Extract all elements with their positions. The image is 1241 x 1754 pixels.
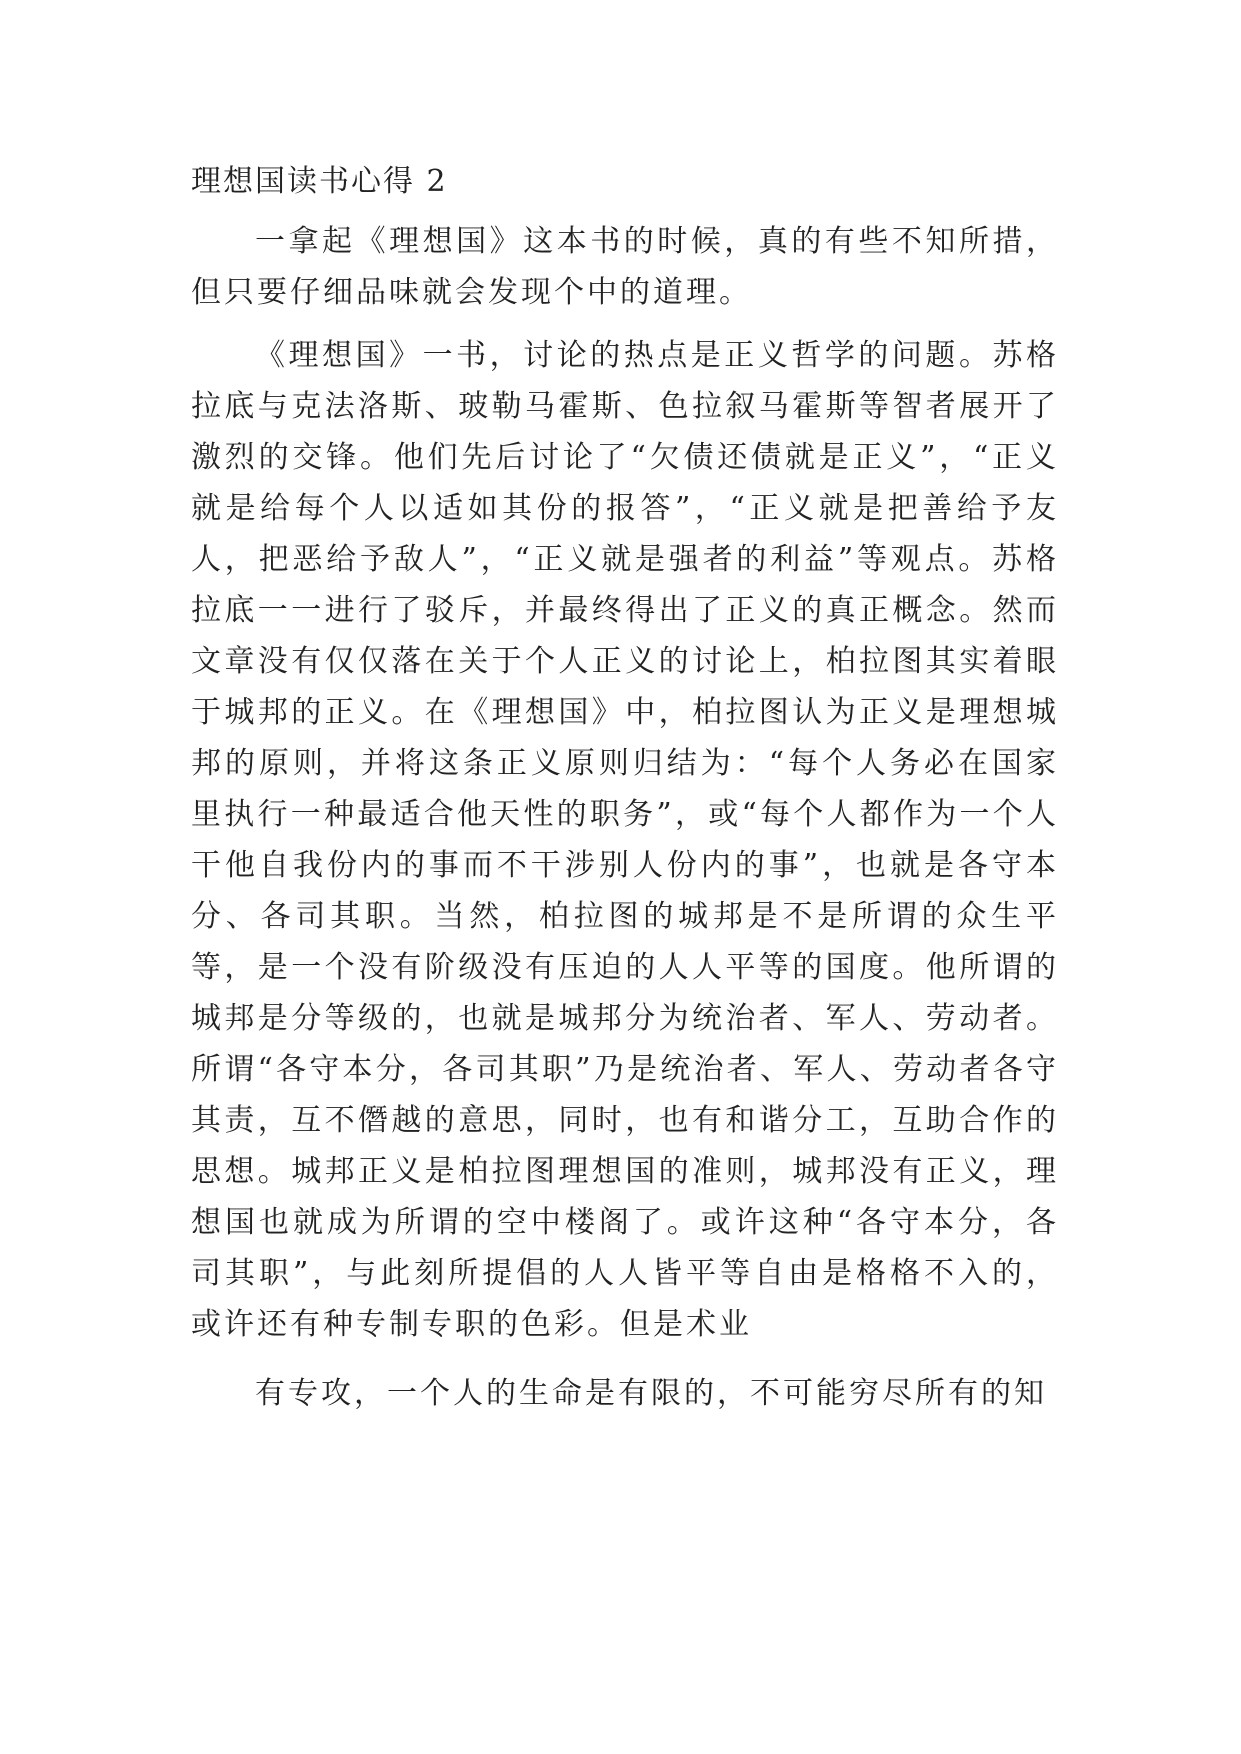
- paragraph-continuation: 有专攻，一个人的生命是有限的，不可能穷尽所有的知: [255, 1376, 1047, 1411]
- document-body: [191, 160, 1059, 1431]
- paragraph-intro: 一拿起《理想国》这本书的时候，真的有些不知所措，但只要仔细品味就会发现个中的道理。: [191, 224, 1059, 310]
- document-title: 理想国读书心得 2: [191, 164, 448, 199]
- paragraph-justice-discussion: 《理想国》一书，讨论的热点是正义哲学的问题。苏格拉底与克法洛斯、玻勒马霍斯、色拉叙马霍斯等智者展开了激烈的交锋。他们先后讨论了“欠债还债就是正义”，“正义就是给每个人以适如其份的报答”，“正义就是把善给予友人，把恶给予敌人”，“正义就是强者的利益”等观点。苏格拉底一一进行了驳斥，并最终得出了正义的真正概念。然而文章没有仅仅落在关于个人正义的讨论上，柏拉图其实着眼于城邦的正义。在《理想国》中，柏拉图认为正义是理想城邦的原则，并将这条正义原则归结为：“每个人务必在国家里执行一种最适合他天性的职务”，或“每个人都作为一个人干他自我份内的事而不干涉别人份内的事”，也就是各守本分、各司其职。当然，柏拉图的城邦是不是所谓的众生平等，是一个没有阶级没有压迫的人人平等的国度。他所谓的城邦是分等级的，也就是城邦分为统治者、军人、劳动者。所谓“各守本分，各司其职”乃是统治者、军人、劳动者各守其责，互不僭越的意思，同时，也有和谐分工，互助合作的思想。城邦正义是柏拉图理想国的准则，城邦没有正义，理想国也就成为所谓的空中楼阁了。或许这种“各守本分，各司其职”，与此刻所提倡的人人皆平等自由是格格不入的，或许还有种专制专职的色彩。但是术业: [191, 338, 1059, 1342]
